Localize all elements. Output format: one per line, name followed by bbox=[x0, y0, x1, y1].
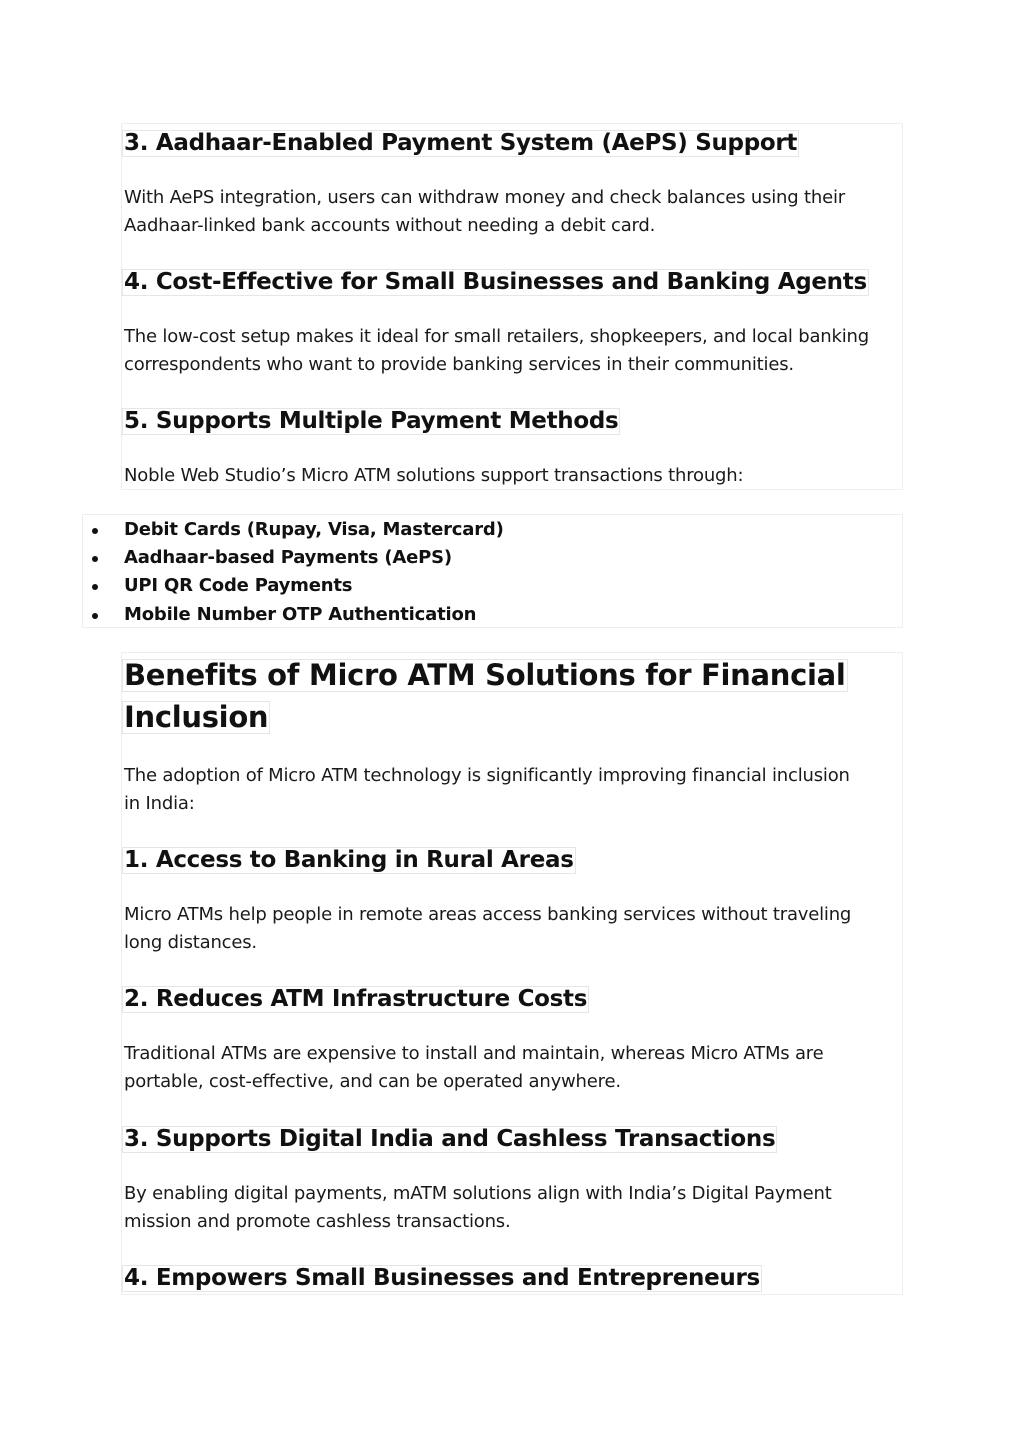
paragraph-aeps-line-2: Aadhaar-linked bank accounts without needing a debit card. bbox=[124, 215, 656, 236]
list-bullet-icon bbox=[92, 613, 98, 619]
paragraph-rural-line-2: long distances. bbox=[124, 932, 257, 953]
heading-infrastructure-costs: 2. Reduces ATM Infrastructure Costs bbox=[124, 986, 588, 1012]
benefits-intro-line-1: The adoption of Micro ATM technology is significantly improving financial inclusion bbox=[124, 765, 850, 786]
list-bullet-icon bbox=[92, 556, 98, 562]
heading-aeps-support: 3. Aadhaar-Enabled Payment System (AePS) Support bbox=[124, 130, 798, 156]
benefits-title-line-2: Inclusion bbox=[124, 700, 269, 734]
paragraph-digital-line-2: mission and promote cashless transactions. bbox=[124, 1211, 511, 1232]
heading-multiple-payment-methods: 5. Supports Multiple Payment Methods bbox=[124, 408, 619, 434]
heading-rural-access: 1. Access to Banking in Rural Areas bbox=[124, 847, 574, 873]
paragraph-rural-line-1: Micro ATMs help people in remote areas access banking services without traveling bbox=[124, 904, 852, 925]
heading-digital-india: 3. Supports Digital India and Cashless Transactions bbox=[124, 1126, 776, 1152]
heading-cost-effective: 4. Cost-Effective for Small Businesses and Banking Agents bbox=[124, 269, 867, 295]
paragraph-infra-line-1: Traditional ATMs are expensive to install and maintain, whereas Micro ATMs are bbox=[124, 1043, 824, 1064]
list-bullet-icon bbox=[92, 528, 98, 534]
paragraph-multiple-methods: Noble Web Studio’s Micro ATM solutions support transactions through: bbox=[124, 465, 744, 486]
paragraph-cost-line-2: correspondents who want to provide banking services in their communities. bbox=[124, 354, 794, 375]
benefits-title-line-1: Benefits of Micro ATM Solutions for Financial bbox=[124, 658, 846, 692]
paragraph-cost-line-1: The low-cost setup makes it ideal for small retailers, shopkeepers, and local banking bbox=[124, 326, 869, 347]
heading-empowers-small-businesses: 4. Empowers Small Businesses and Entrepreneurs bbox=[124, 1265, 760, 1291]
features-section bbox=[121, 123, 903, 490]
paragraph-digital-line-1: By enabling digital payments, mATM solutions align with India’s Digital Payment bbox=[124, 1183, 832, 1204]
list-item-mobile-otp: Mobile Number OTP Authentication bbox=[124, 604, 477, 625]
paragraph-aeps-line-1: With AePS integration, users can withdraw money and check balances using their bbox=[124, 187, 845, 208]
list-bullet-icon bbox=[92, 584, 98, 590]
paragraph-infra-line-2: portable, cost-effective, and can be operated anywhere. bbox=[124, 1071, 621, 1092]
list-item-debit-cards: Debit Cards (Rupay, Visa, Mastercard) bbox=[124, 519, 504, 540]
list-item-aadhaar-payments: Aadhaar-based Payments (AePS) bbox=[124, 547, 452, 568]
benefits-intro-line-2: in India: bbox=[124, 793, 195, 814]
list-item-upi-qr: UPI QR Code Payments bbox=[124, 575, 353, 596]
